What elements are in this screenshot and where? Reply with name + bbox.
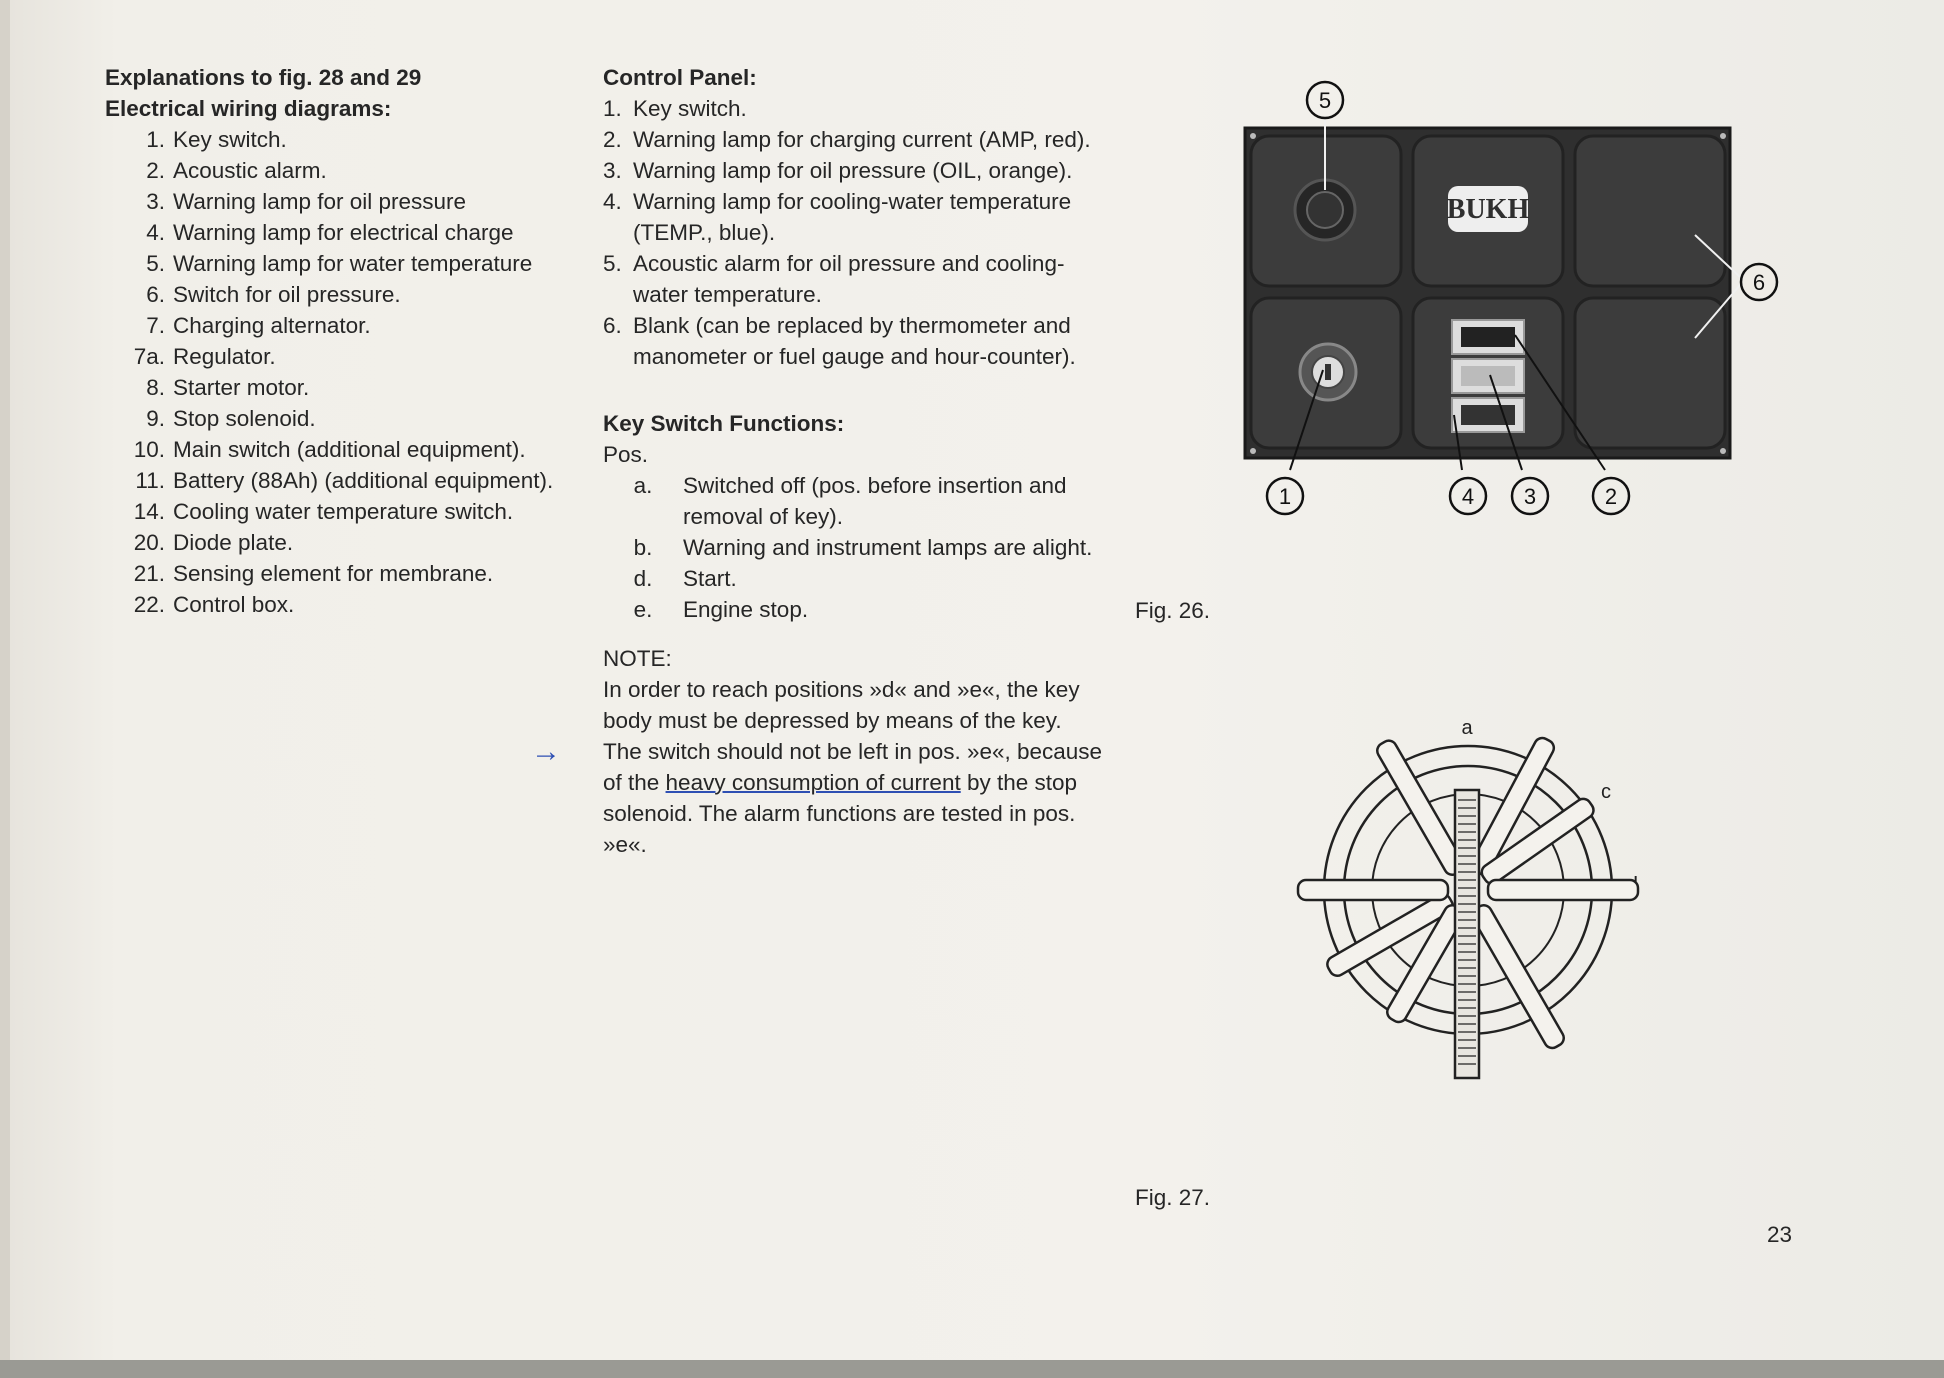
list-item (105, 589, 585, 620)
item-text: Battery (88Ah) (additional equipment). (173, 468, 554, 493)
item-text: Start. (683, 566, 737, 591)
item-text: Warning lamp for oil pressure (OIL, orange). (633, 158, 1073, 183)
list-item (105, 279, 585, 310)
item-text: Switch for oil pressure. (173, 282, 401, 307)
callout-2-icon (1593, 478, 1629, 514)
wiring-heading-line1: Explanations to fig. 28 and 29 (105, 65, 422, 90)
list-item (603, 532, 1103, 563)
item-number: 3. (146, 189, 165, 214)
callout-6-icon (1741, 264, 1777, 300)
control-panel-column (531, 62, 1103, 860)
item-number: 22. (133, 592, 165, 617)
item-text: Charging alternator. (173, 313, 371, 338)
list-item (603, 563, 1103, 594)
item-number: 21. (133, 561, 165, 586)
list-item (603, 310, 1103, 372)
list-item (105, 124, 585, 155)
callout-label: 4 (1461, 484, 1475, 509)
item-number: 2. (146, 158, 165, 183)
list-item (105, 403, 585, 434)
item-text: Warning lamp for electrical charge (173, 220, 514, 245)
list-item (105, 372, 585, 403)
page-number: 23 (1766, 1222, 1792, 1247)
list-item (105, 186, 585, 217)
note-paragraph-1: In order to reach positions »d« and »e«, the key body must be depressed by means of the key. (603, 677, 1080, 733)
item-text: Acoustic alarm. (173, 158, 327, 183)
list-item (105, 558, 585, 589)
note-text: by the stop solenoid. The alarm functions are tested in pos. »e«. (603, 770, 1078, 857)
item-text: Starter motor. (173, 375, 310, 400)
item-number: 6. (146, 282, 165, 307)
list-item (105, 217, 585, 248)
item-text: Warning lamp for charging current (AMP, red). (633, 127, 1091, 152)
item-number: 8. (146, 375, 165, 400)
item-text: Cooling water temperature switch. (173, 499, 514, 524)
item-text: Acoustic alarm for oil pressure and cooling-water temperature. (633, 251, 1065, 307)
fig-26-caption: Fig. 26. (1135, 598, 1211, 623)
item-text: Regulator. (173, 344, 276, 369)
list-item (105, 155, 585, 186)
item-number: d. (633, 566, 653, 591)
item-text: Diode plate. (173, 530, 294, 555)
handwritten-arrow-icon: → (531, 735, 561, 768)
item-number: 5. (603, 251, 622, 276)
item-number: 7a. (133, 344, 165, 369)
bukh-logo-text: BUKH (1446, 194, 1530, 225)
list-item (603, 186, 1103, 248)
item-text: Engine stop. (683, 597, 809, 622)
key-switch-dial-illustration (1280, 710, 1680, 1090)
item-number: 1. (603, 96, 622, 121)
item-text: Main switch (additional equipment). (173, 437, 526, 462)
item-number: 9. (146, 406, 165, 431)
callout-1-icon (1267, 478, 1303, 514)
callout-label: 3 (1523, 484, 1537, 509)
control-panel-illustration (1235, 70, 1805, 530)
page-binding (0, 0, 10, 1378)
item-number: b. (633, 535, 653, 560)
item-text: Key switch. (173, 127, 287, 152)
item-number: 1. (146, 127, 165, 152)
item-text: Warning lamp for cooling-water temperature (TEMP., blue). (633, 189, 1072, 245)
item-text: Blank (can be replaced by thermometer and manometer or fuel gauge and hour-counter). (633, 313, 1076, 369)
callout-5-icon (1307, 82, 1343, 118)
item-number: 7. (146, 313, 165, 338)
item-number: 11. (135, 468, 165, 493)
control-panel-heading: Control Panel: (603, 65, 757, 90)
item-number: 20. (133, 530, 165, 555)
wiring-heading-line2: Electrical wiring diagrams: (105, 96, 392, 121)
list-item (603, 594, 1103, 625)
control-panel-list (603, 93, 1103, 372)
item-number: 4. (146, 220, 165, 245)
item-number: e. (633, 597, 653, 622)
list-item (603, 93, 1103, 124)
item-number: 3. (603, 158, 622, 183)
callout-label: 6 (1752, 270, 1766, 295)
item-text: Stop solenoid. (173, 406, 316, 431)
callout-3-icon (1512, 478, 1548, 514)
item-number: 5. (146, 251, 165, 276)
key-switch-heading: Key Switch Functions: (603, 411, 845, 436)
item-text: Warning and instrument lamps are alight. (683, 535, 1093, 560)
list-item (105, 248, 585, 279)
item-number: 2. (603, 127, 622, 152)
item-number: 4. (603, 189, 622, 214)
item-text: Switched off (pos. before insertion and removal of key). (683, 473, 1067, 529)
item-text: Sensing element for membrane. (173, 561, 494, 586)
key-switch-list (603, 470, 1103, 625)
item-text: Warning lamp for water temperature (173, 251, 533, 276)
list-item (603, 470, 1103, 532)
list-item (603, 155, 1103, 186)
item-text: Key switch. (633, 96, 747, 121)
fig-27-caption: Fig. 27. (1135, 1185, 1211, 1210)
item-number: 14. (133, 499, 165, 524)
callout-label: 1 (1278, 484, 1292, 509)
item-text: Control box. (173, 592, 295, 617)
dial-position-label: a (1461, 717, 1473, 739)
item-text: Warning lamp for oil pressure (173, 189, 467, 214)
dial-position-label: c (1601, 781, 1611, 803)
note-text: The switch should not be left in pos. »e«, because of the (603, 739, 1103, 795)
list-item (105, 465, 585, 496)
underlined-text: heavy consumption of current (665, 770, 961, 795)
list-item (603, 248, 1103, 310)
note-label: NOTE: (603, 646, 672, 671)
wiring-legend-list (105, 124, 585, 620)
list-item (105, 310, 585, 341)
item-number: 6. (603, 313, 622, 338)
pos-label: Pos. (603, 442, 649, 467)
callout-4-icon (1450, 478, 1486, 514)
page-bottom-edge (0, 1360, 1944, 1378)
item-number: 10. (133, 437, 165, 462)
callout-label: 5 (1318, 88, 1332, 113)
list-item (105, 434, 585, 465)
list-item (603, 124, 1103, 155)
note-paragraph-2 (531, 735, 1103, 860)
list-item (105, 527, 585, 558)
callout-label: 2 (1604, 484, 1618, 509)
list-item (105, 496, 585, 527)
list-item (105, 341, 585, 372)
wiring-legend-column (105, 62, 585, 620)
item-number: a. (633, 473, 653, 498)
